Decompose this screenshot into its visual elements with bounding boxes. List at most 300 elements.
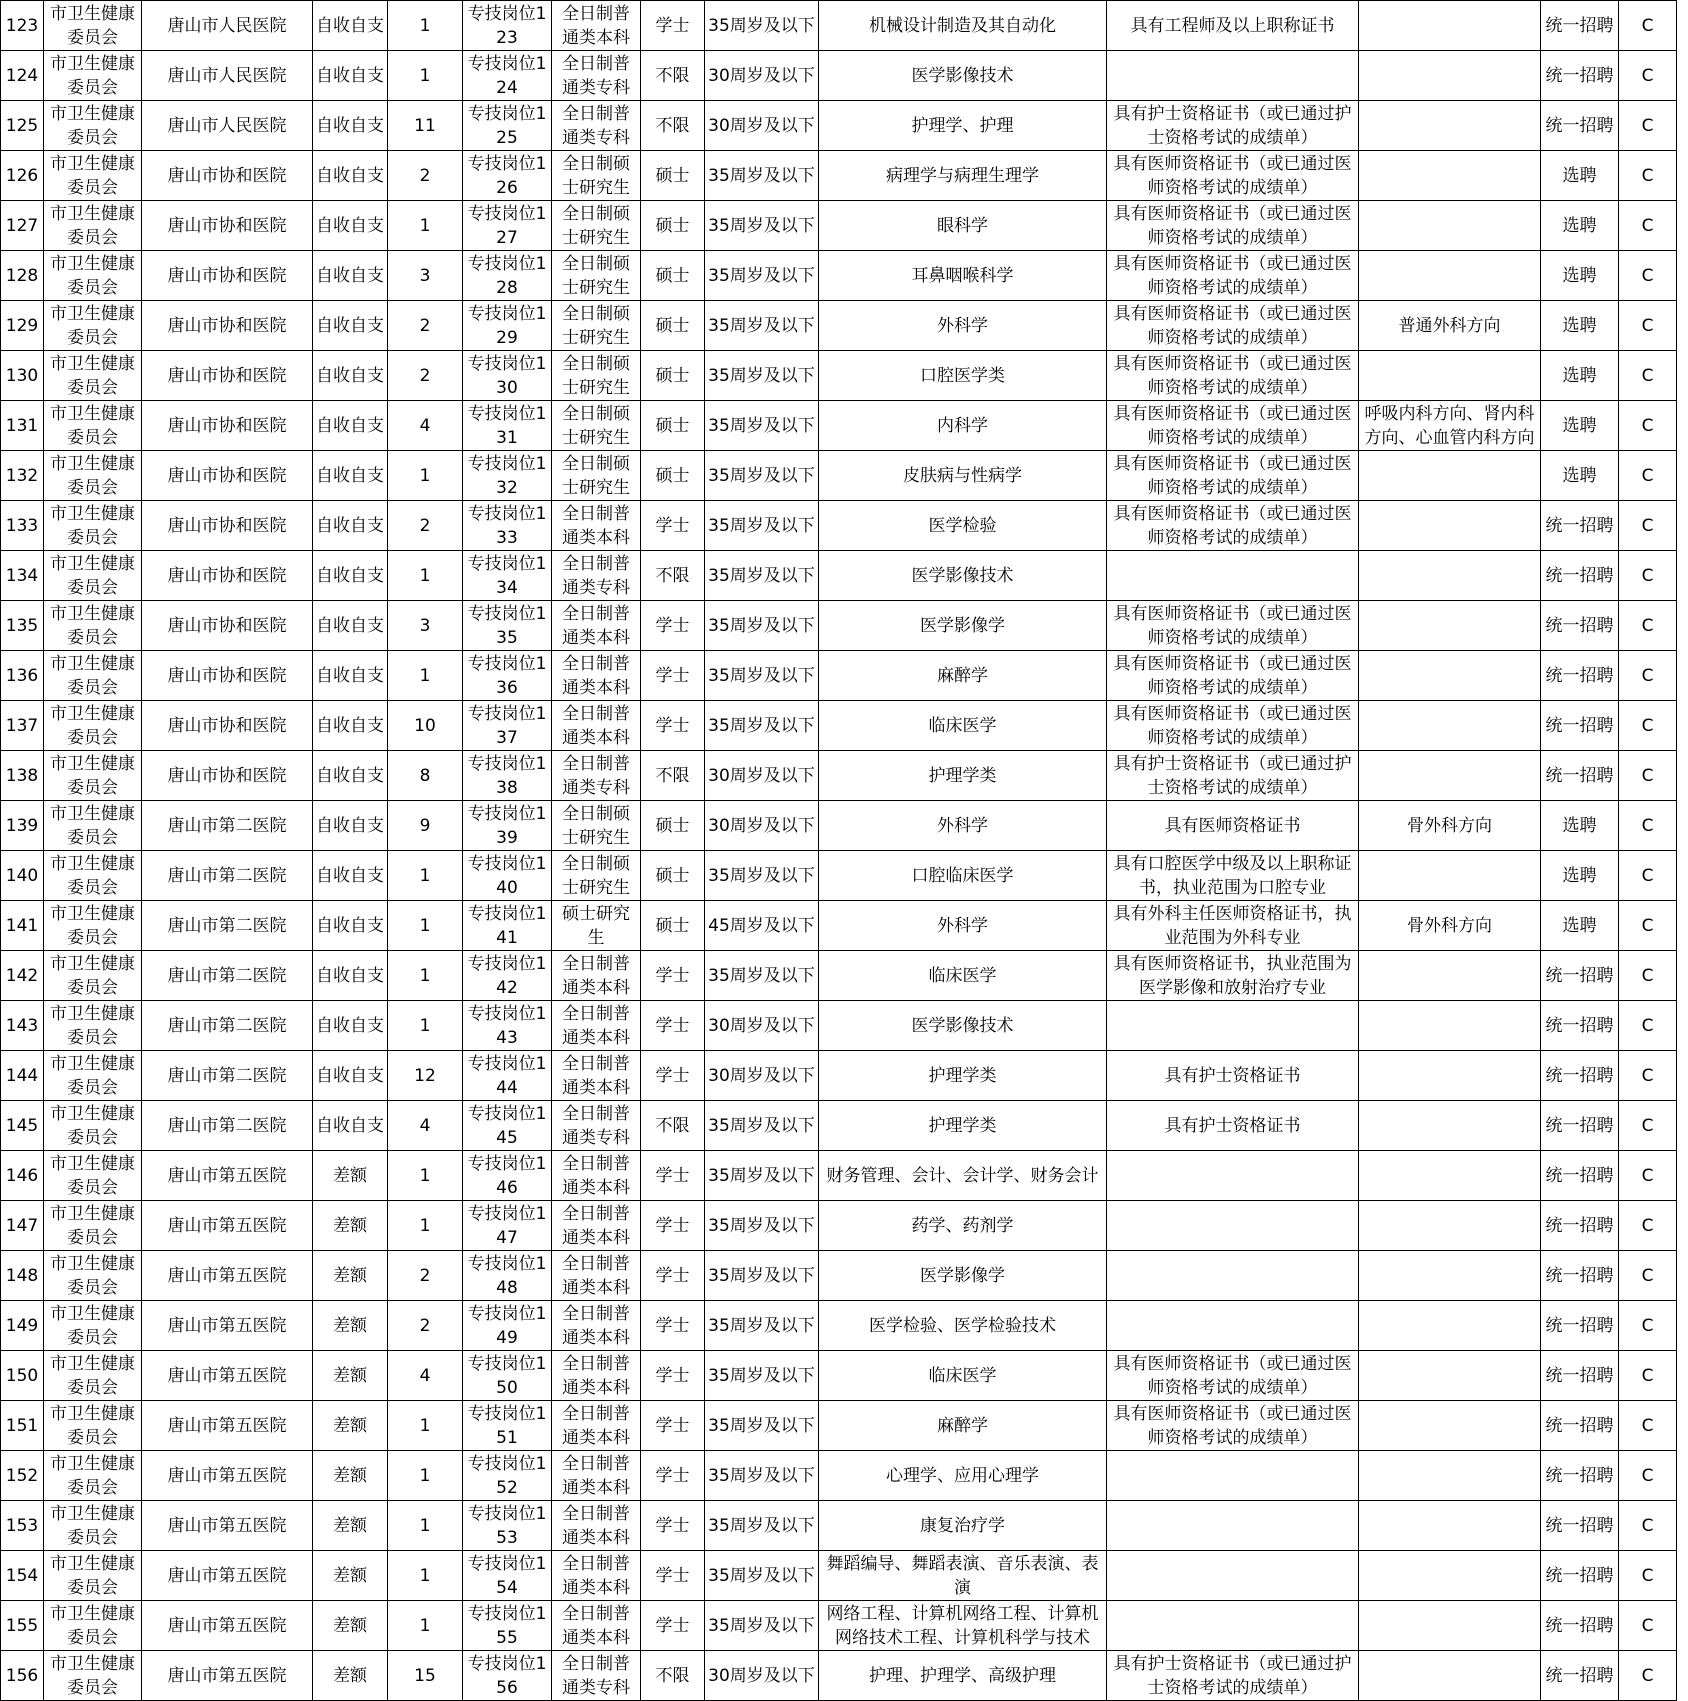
other-requirement-cell (1359, 351, 1541, 401)
department-cell: 市卫生健康委员会 (44, 1601, 142, 1651)
department-cell: 市卫生健康委员会 (44, 501, 142, 551)
employer-cell: 唐山市第二医院 (142, 1001, 313, 1051)
certificate-cell (1107, 1151, 1359, 1201)
major-cell: 外科学 (819, 301, 1107, 351)
degree-cell: 不限 (641, 1101, 705, 1151)
row-number-cell: 149 (1, 1301, 44, 1351)
employer-cell: 唐山市第五医院 (142, 1201, 313, 1251)
recruit-method-cell: 统一招聘 (1541, 1301, 1619, 1351)
major-cell: 临床医学 (819, 701, 1107, 751)
row-number-cell: 148 (1, 1251, 44, 1301)
position-cell: 专技岗位145 (463, 1101, 552, 1151)
certificate-cell: 具有医师资格证书（或已通过医师资格考试的成绩单） (1107, 251, 1359, 301)
education-cell: 全日制普通类本科 (552, 1201, 641, 1251)
other-requirement-cell: 普通外科方向 (1359, 301, 1541, 351)
headcount-cell: 9 (388, 801, 463, 851)
row-number-cell: 146 (1, 1151, 44, 1201)
category-cell: C (1619, 1251, 1677, 1301)
age-limit-cell: 35周岁及以下 (705, 1201, 819, 1251)
category-cell: C (1619, 751, 1677, 801)
department-cell: 市卫生健康委员会 (44, 951, 142, 1001)
funding-type-cell: 自收自支 (313, 151, 388, 201)
degree-cell: 不限 (641, 751, 705, 801)
funding-type-cell: 自收自支 (313, 901, 388, 951)
row-number-cell: 127 (1, 201, 44, 251)
department-cell: 市卫生健康委员会 (44, 351, 142, 401)
position-cell: 专技岗位127 (463, 201, 552, 251)
category-cell: C (1619, 651, 1677, 701)
certificate-cell: 具有外科主任医师资格证书，执业范围为外科专业 (1107, 901, 1359, 951)
certificate-cell: 具有护士资格证书（或已通过护士资格考试的成绩单） (1107, 751, 1359, 801)
funding-type-cell: 自收自支 (313, 1001, 388, 1051)
recruit-method-cell: 统一招聘 (1541, 651, 1619, 701)
department-cell: 市卫生健康委员会 (44, 1401, 142, 1451)
certificate-cell: 具有医师资格证书（或已通过医师资格考试的成绩单） (1107, 1401, 1359, 1451)
table-row (1, 1351, 1677, 1401)
department-cell: 市卫生健康委员会 (44, 151, 142, 201)
certificate-cell: 具有护士资格证书 (1107, 1051, 1359, 1101)
major-cell: 口腔医学类 (819, 351, 1107, 401)
certificate-cell: 具有口腔医学中级及以上职称证书，执业范围为口腔专业 (1107, 851, 1359, 901)
table-row (1, 851, 1677, 901)
age-limit-cell: 35周岁及以下 (705, 301, 819, 351)
funding-type-cell: 自收自支 (313, 1, 388, 51)
recruit-method-cell: 统一招聘 (1541, 1601, 1619, 1651)
table-row (1, 1451, 1677, 1501)
department-cell: 市卫生健康委员会 (44, 751, 142, 801)
category-cell: C (1619, 201, 1677, 251)
department-cell: 市卫生健康委员会 (44, 1201, 142, 1251)
position-cell: 专技岗位149 (463, 1301, 552, 1351)
funding-type-cell: 差额 (313, 1601, 388, 1651)
department-cell: 市卫生健康委员会 (44, 1001, 142, 1051)
headcount-cell: 1 (388, 1601, 463, 1651)
recruit-method-cell: 统一招聘 (1541, 51, 1619, 101)
certificate-cell (1107, 551, 1359, 601)
other-requirement-cell (1359, 501, 1541, 551)
row-number-cell: 135 (1, 601, 44, 651)
major-cell: 医学影像学 (819, 1251, 1107, 1301)
major-cell: 护理、护理学、高级护理 (819, 1651, 1107, 1701)
funding-type-cell: 自收自支 (313, 801, 388, 851)
education-cell: 全日制普通类本科 (552, 1401, 641, 1451)
position-cell: 专技岗位129 (463, 301, 552, 351)
degree-cell: 硕士 (641, 251, 705, 301)
table-row (1, 401, 1677, 451)
funding-type-cell: 差额 (313, 1401, 388, 1451)
major-cell: 护理学类 (819, 1101, 1107, 1151)
table-row (1, 351, 1677, 401)
category-cell: C (1619, 1451, 1677, 1501)
table-row (1, 751, 1677, 801)
table-row (1, 51, 1677, 101)
education-cell: 硕士研究生 (552, 901, 641, 951)
table-row (1, 1, 1677, 51)
position-cell: 专技岗位136 (463, 651, 552, 701)
recruit-method-cell: 统一招聘 (1541, 1551, 1619, 1601)
other-requirement-cell (1359, 1001, 1541, 1051)
employer-cell: 唐山市协和医院 (142, 451, 313, 501)
row-number-cell: 132 (1, 451, 44, 501)
table-row (1, 1301, 1677, 1351)
employer-cell: 唐山市协和医院 (142, 701, 313, 751)
certificate-cell (1107, 1601, 1359, 1651)
row-number-cell: 136 (1, 651, 44, 701)
degree-cell: 硕士 (641, 201, 705, 251)
degree-cell: 硕士 (641, 351, 705, 401)
age-limit-cell: 35周岁及以下 (705, 551, 819, 601)
other-requirement-cell (1359, 151, 1541, 201)
row-number-cell: 123 (1, 1, 44, 51)
other-requirement-cell (1359, 551, 1541, 601)
category-cell: C (1619, 701, 1677, 751)
other-requirement-cell: 骨外科方向 (1359, 801, 1541, 851)
headcount-cell: 3 (388, 251, 463, 301)
employer-cell: 唐山市人民医院 (142, 101, 313, 151)
department-cell: 市卫生健康委员会 (44, 1151, 142, 1201)
position-cell: 专技岗位126 (463, 151, 552, 201)
position-cell: 专技岗位141 (463, 901, 552, 951)
degree-cell: 学士 (641, 1201, 705, 1251)
category-cell: C (1619, 951, 1677, 1001)
row-number-cell: 143 (1, 1001, 44, 1051)
department-cell: 市卫生健康委员会 (44, 1651, 142, 1701)
degree-cell: 学士 (641, 1451, 705, 1501)
education-cell: 全日制普通类本科 (552, 651, 641, 701)
recruit-method-cell: 统一招聘 (1541, 1351, 1619, 1401)
department-cell: 市卫生健康委员会 (44, 1301, 142, 1351)
department-cell: 市卫生健康委员会 (44, 1351, 142, 1401)
department-cell: 市卫生健康委员会 (44, 201, 142, 251)
table-row (1, 601, 1677, 651)
table-row (1, 801, 1677, 851)
education-cell: 全日制硕士研究生 (552, 151, 641, 201)
department-cell: 市卫生健康委员会 (44, 801, 142, 851)
age-limit-cell: 35周岁及以下 (705, 1251, 819, 1301)
major-cell: 药学、药剂学 (819, 1201, 1107, 1251)
other-requirement-cell (1359, 1351, 1541, 1401)
department-cell: 市卫生健康委员会 (44, 51, 142, 101)
major-cell: 皮肤病与性病学 (819, 451, 1107, 501)
recruit-method-cell: 统一招聘 (1541, 751, 1619, 801)
position-cell: 专技岗位142 (463, 951, 552, 1001)
age-limit-cell: 30周岁及以下 (705, 51, 819, 101)
category-cell: C (1619, 1101, 1677, 1151)
department-cell: 市卫生健康委员会 (44, 1101, 142, 1151)
employer-cell: 唐山市第五医院 (142, 1451, 313, 1501)
other-requirement-cell (1359, 1151, 1541, 1201)
degree-cell: 学士 (641, 1401, 705, 1451)
other-requirement-cell (1359, 1401, 1541, 1451)
recruit-method-cell: 统一招聘 (1541, 1051, 1619, 1101)
recruit-method-cell: 选聘 (1541, 801, 1619, 851)
row-number-cell: 130 (1, 351, 44, 401)
category-cell: C (1619, 1151, 1677, 1201)
funding-type-cell: 差额 (313, 1551, 388, 1601)
other-requirement-cell (1359, 451, 1541, 501)
age-limit-cell: 35周岁及以下 (705, 401, 819, 451)
employer-cell: 唐山市第五医院 (142, 1501, 313, 1551)
department-cell: 市卫生健康委员会 (44, 1, 142, 51)
age-limit-cell: 35周岁及以下 (705, 201, 819, 251)
major-cell: 口腔临床医学 (819, 851, 1107, 901)
age-limit-cell: 35周岁及以下 (705, 1401, 819, 1451)
major-cell: 心理学、应用心理学 (819, 1451, 1107, 1501)
education-cell: 全日制普通类本科 (552, 1051, 641, 1101)
row-number-cell: 134 (1, 551, 44, 601)
certificate-cell (1107, 1451, 1359, 1501)
other-requirement-cell (1359, 1301, 1541, 1351)
position-cell: 专技岗位147 (463, 1201, 552, 1251)
headcount-cell: 1 (388, 1201, 463, 1251)
row-number-cell: 155 (1, 1601, 44, 1651)
category-cell: C (1619, 551, 1677, 601)
row-number-cell: 141 (1, 901, 44, 951)
funding-type-cell: 差额 (313, 1351, 388, 1401)
funding-type-cell: 自收自支 (313, 251, 388, 301)
position-cell: 专技岗位125 (463, 101, 552, 151)
other-requirement-cell (1359, 1551, 1541, 1601)
row-number-cell: 129 (1, 301, 44, 351)
position-cell: 专技岗位156 (463, 1651, 552, 1701)
education-cell: 全日制普通类本科 (552, 1301, 641, 1351)
degree-cell: 不限 (641, 551, 705, 601)
position-cell: 专技岗位134 (463, 551, 552, 601)
education-cell: 全日制普通类本科 (552, 1451, 641, 1501)
recruit-method-cell: 选聘 (1541, 151, 1619, 201)
degree-cell: 学士 (641, 651, 705, 701)
funding-type-cell: 差额 (313, 1301, 388, 1351)
table-row (1, 451, 1677, 501)
recruit-method-cell: 选聘 (1541, 251, 1619, 301)
table-row (1, 1501, 1677, 1551)
major-cell: 护理学、护理 (819, 101, 1107, 151)
recruit-method-cell: 选聘 (1541, 901, 1619, 951)
other-requirement-cell (1359, 251, 1541, 301)
row-number-cell: 138 (1, 751, 44, 801)
row-number-cell: 139 (1, 801, 44, 851)
recruit-method-cell: 统一招聘 (1541, 1201, 1619, 1251)
age-limit-cell: 35周岁及以下 (705, 651, 819, 701)
funding-type-cell: 差额 (313, 1251, 388, 1301)
degree-cell: 学士 (641, 1, 705, 51)
row-number-cell: 133 (1, 501, 44, 551)
recruit-method-cell: 统一招聘 (1541, 1501, 1619, 1551)
other-requirement-cell (1359, 751, 1541, 801)
age-limit-cell: 35周岁及以下 (705, 1351, 819, 1401)
employer-cell: 唐山市第五医院 (142, 1651, 313, 1701)
category-cell: C (1619, 1601, 1677, 1651)
age-limit-cell: 35周岁及以下 (705, 501, 819, 551)
position-cell: 专技岗位152 (463, 1451, 552, 1501)
table-row (1, 1251, 1677, 1301)
employer-cell: 唐山市协和医院 (142, 651, 313, 701)
other-requirement-cell: 呼吸内科方向、肾内科方向、心血管内科方向 (1359, 401, 1541, 451)
education-cell: 全日制普通类专科 (552, 751, 641, 801)
row-number-cell: 151 (1, 1401, 44, 1451)
funding-type-cell: 自收自支 (313, 651, 388, 701)
other-requirement-cell (1359, 201, 1541, 251)
age-limit-cell: 35周岁及以下 (705, 1151, 819, 1201)
funding-type-cell: 自收自支 (313, 1101, 388, 1151)
funding-type-cell: 自收自支 (313, 401, 388, 451)
funding-type-cell: 自收自支 (313, 751, 388, 801)
position-cell: 专技岗位133 (463, 501, 552, 551)
table-row (1, 651, 1677, 701)
certificate-cell: 具有医师资格证书 (1107, 801, 1359, 851)
department-cell: 市卫生健康委员会 (44, 1551, 142, 1601)
department-cell: 市卫生健康委员会 (44, 301, 142, 351)
degree-cell: 学士 (641, 1601, 705, 1651)
other-requirement-cell (1359, 951, 1541, 1001)
employer-cell: 唐山市协和医院 (142, 751, 313, 801)
degree-cell: 学士 (641, 1051, 705, 1101)
degree-cell: 学士 (641, 1151, 705, 1201)
headcount-cell: 2 (388, 151, 463, 201)
department-cell: 市卫生健康委员会 (44, 901, 142, 951)
funding-type-cell: 自收自支 (313, 51, 388, 101)
headcount-cell: 8 (388, 751, 463, 801)
recruit-method-cell: 选聘 (1541, 451, 1619, 501)
certificate-cell: 具有医师资格证书（或已通过医师资格考试的成绩单） (1107, 701, 1359, 751)
employer-cell: 唐山市第五医院 (142, 1551, 313, 1601)
degree-cell: 不限 (641, 1651, 705, 1701)
employer-cell: 唐山市协和医院 (142, 201, 313, 251)
recruit-method-cell: 统一招聘 (1541, 601, 1619, 651)
age-limit-cell: 35周岁及以下 (705, 701, 819, 751)
employer-cell: 唐山市协和医院 (142, 251, 313, 301)
headcount-cell: 1 (388, 1451, 463, 1501)
education-cell: 全日制硕士研究生 (552, 201, 641, 251)
funding-type-cell: 自收自支 (313, 101, 388, 151)
table-row (1, 1151, 1677, 1201)
headcount-cell: 1 (388, 1551, 463, 1601)
category-cell: C (1619, 1001, 1677, 1051)
headcount-cell: 1 (388, 1501, 463, 1551)
table-row (1, 1401, 1677, 1451)
category-cell: C (1619, 401, 1677, 451)
department-cell: 市卫生健康委员会 (44, 701, 142, 751)
funding-type-cell: 自收自支 (313, 451, 388, 501)
recruit-method-cell: 统一招聘 (1541, 101, 1619, 151)
employer-cell: 唐山市人民医院 (142, 51, 313, 101)
major-cell: 医学影像技术 (819, 51, 1107, 101)
education-cell: 全日制普通类本科 (552, 1501, 641, 1551)
major-cell: 耳鼻咽喉科学 (819, 251, 1107, 301)
category-cell: C (1619, 901, 1677, 951)
major-cell: 舞蹈编导、舞蹈表演、音乐表演、表演 (819, 1551, 1107, 1601)
degree-cell: 硕士 (641, 851, 705, 901)
education-cell: 全日制普通类本科 (552, 601, 641, 651)
certificate-cell: 具有医师资格证书（或已通过医师资格考试的成绩单） (1107, 151, 1359, 201)
funding-type-cell: 自收自支 (313, 851, 388, 901)
other-requirement-cell: 骨外科方向 (1359, 901, 1541, 951)
certificate-cell: 具有医师资格证书（或已通过医师资格考试的成绩单） (1107, 601, 1359, 651)
category-cell: C (1619, 1401, 1677, 1451)
category-cell: C (1619, 1051, 1677, 1101)
certificate-cell: 具有医师资格证书（或已通过医师资格考试的成绩单） (1107, 651, 1359, 701)
education-cell: 全日制普通类本科 (552, 1251, 641, 1301)
major-cell: 医学影像技术 (819, 1001, 1107, 1051)
table-row (1, 901, 1677, 951)
education-cell: 全日制硕士研究生 (552, 351, 641, 401)
certificate-cell (1107, 51, 1359, 101)
degree-cell: 不限 (641, 51, 705, 101)
age-limit-cell: 35周岁及以下 (705, 601, 819, 651)
department-cell: 市卫生健康委员会 (44, 251, 142, 301)
category-cell: C (1619, 801, 1677, 851)
table-row (1, 151, 1677, 201)
age-limit-cell: 35周岁及以下 (705, 851, 819, 901)
department-cell: 市卫生健康委员会 (44, 1451, 142, 1501)
category-cell: C (1619, 1, 1677, 51)
employer-cell: 唐山市协和医院 (142, 501, 313, 551)
row-number-cell: 154 (1, 1551, 44, 1601)
department-cell: 市卫生健康委员会 (44, 1051, 142, 1101)
certificate-cell: 具有护士资格证书（或已通过护士资格考试的成绩单） (1107, 101, 1359, 151)
department-cell: 市卫生健康委员会 (44, 651, 142, 701)
category-cell: C (1619, 251, 1677, 301)
education-cell: 全日制普通类专科 (552, 51, 641, 101)
certificate-cell: 具有医师资格证书（或已通过医师资格考试的成绩单） (1107, 201, 1359, 251)
funding-type-cell: 自收自支 (313, 1051, 388, 1101)
headcount-cell: 3 (388, 601, 463, 651)
certificate-cell: 具有医师资格证书，执业范围为医学影像和放射治疗专业 (1107, 951, 1359, 1001)
age-limit-cell: 45周岁及以下 (705, 901, 819, 951)
category-cell: C (1619, 851, 1677, 901)
major-cell: 财务管理、会计、会计学、财务会计 (819, 1151, 1107, 1201)
funding-type-cell: 自收自支 (313, 351, 388, 401)
education-cell: 全日制普通类本科 (552, 1151, 641, 1201)
headcount-cell: 1 (388, 1001, 463, 1051)
table-row (1, 251, 1677, 301)
degree-cell: 学士 (641, 1001, 705, 1051)
major-cell: 麻醉学 (819, 651, 1107, 701)
degree-cell: 不限 (641, 101, 705, 151)
education-cell: 全日制硕士研究生 (552, 301, 641, 351)
department-cell: 市卫生健康委员会 (44, 401, 142, 451)
row-number-cell: 142 (1, 951, 44, 1001)
age-limit-cell: 30周岁及以下 (705, 1001, 819, 1051)
other-requirement-cell (1359, 1651, 1541, 1701)
table-row (1, 1101, 1677, 1151)
position-cell: 专技岗位131 (463, 401, 552, 451)
age-limit-cell: 35周岁及以下 (705, 251, 819, 301)
age-limit-cell: 35周岁及以下 (705, 1301, 819, 1351)
education-cell: 全日制普通类本科 (552, 1601, 641, 1651)
department-cell: 市卫生健康委员会 (44, 551, 142, 601)
table-row (1, 701, 1677, 751)
department-cell: 市卫生健康委员会 (44, 1251, 142, 1301)
position-cell: 专技岗位148 (463, 1251, 552, 1301)
age-limit-cell: 30周岁及以下 (705, 1051, 819, 1101)
category-cell: C (1619, 1201, 1677, 1251)
funding-type-cell: 自收自支 (313, 601, 388, 651)
recruit-method-cell: 统一招聘 (1541, 1451, 1619, 1501)
major-cell: 内科学 (819, 401, 1107, 451)
age-limit-cell: 35周岁及以下 (705, 1451, 819, 1501)
row-number-cell: 131 (1, 401, 44, 451)
degree-cell: 硕士 (641, 801, 705, 851)
table-row (1, 551, 1677, 601)
funding-type-cell: 自收自支 (313, 551, 388, 601)
table-row (1, 201, 1677, 251)
category-cell: C (1619, 301, 1677, 351)
recruit-method-cell: 统一招聘 (1541, 951, 1619, 1001)
headcount-cell: 4 (388, 1101, 463, 1151)
table-row (1, 1201, 1677, 1251)
employer-cell: 唐山市协和医院 (142, 301, 313, 351)
